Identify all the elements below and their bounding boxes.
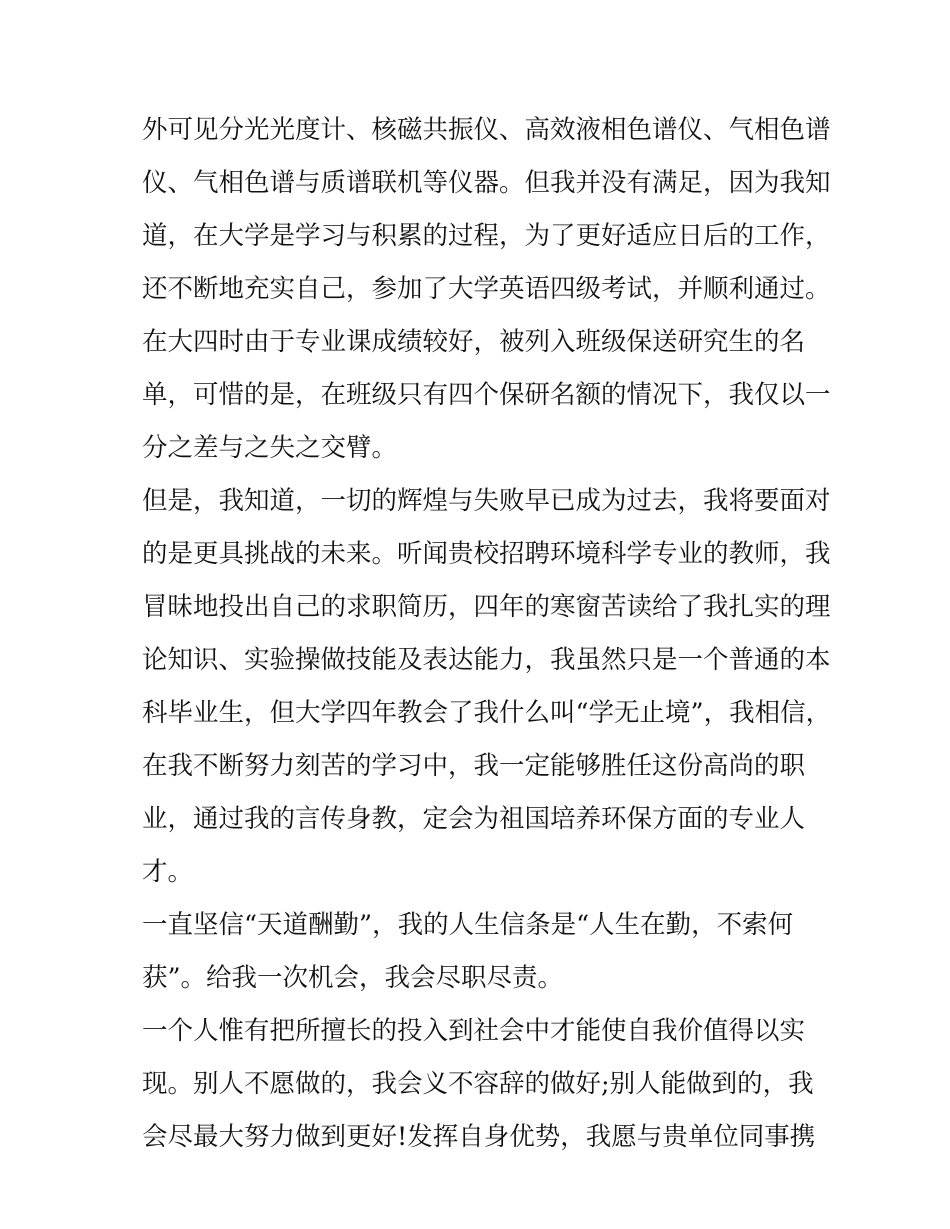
text-line: 在大四时由于专业课成绩较好，被列入班级保送研究生的名 [142,327,806,357]
text-line: 论知识、实验操做技能及表达能力，我虽然只是一个普通的本 [142,645,831,675]
text-line: 道，在大学是学习与积累的过程，为了更好适应日后的工作， [142,221,831,251]
text-line: 分之差与之失之交臂。 [142,433,398,463]
body-text [142,104,832,1164]
text-line: 但是，我知道，一切的辉煌与失败早已成为过去，我将要面对 [142,486,831,516]
text-line: 在我不断努力刻苦的学习中，我一定能够胜任这份高尚的职 [142,751,806,781]
text-line: 单，可惜的是，在班级只有四个保研名额的情况下，我仅以一 [142,380,831,410]
text-line: 外可见分光光度计、核磁共振仪、高效液相色谱仪、气相色谱 [142,115,831,145]
text-line: 一个人惟有把所擅长的投入到社会中才能使自我价值得以实 [142,1016,806,1046]
text-line: 的是更具挑战的未来。听闻贵校招聘环境科学专业的教师，我 [142,539,831,569]
text-line: 科毕业生，但大学四年教会了我什么叫“学无止境”，我相信， [142,698,832,728]
text-line: 会尽最大努力做到更好!发挥自身优势，我愿与贵单位同事携 [142,1122,816,1152]
text-line: 还不断地充实自己，参加了大学英语四级考试，并顺利通过。 [142,274,831,304]
text-line: 现。别人不愿做的，我会义不容辞的做好;别人能做到的，我 [142,1069,814,1099]
text-line: 业，通过我的言传身教，定会为祖国培养环保方面的专业人 [142,804,806,834]
text-line: 冒昧地投出自己的求职简历，四年的寒窗苦读给了我扎实的理 [142,592,831,622]
text-line: 获”。给我一次机会，我会尽职尽责。 [142,963,564,993]
text-line: 一直坚信“天道酬勤”，我的人生信条是“人生在勤，不索何 [142,910,794,940]
text-line: 才。 [142,857,194,887]
text-line: 仪、气相色谱与质谱联机等仪器。但我并没有满足，因为我知 [142,168,831,198]
